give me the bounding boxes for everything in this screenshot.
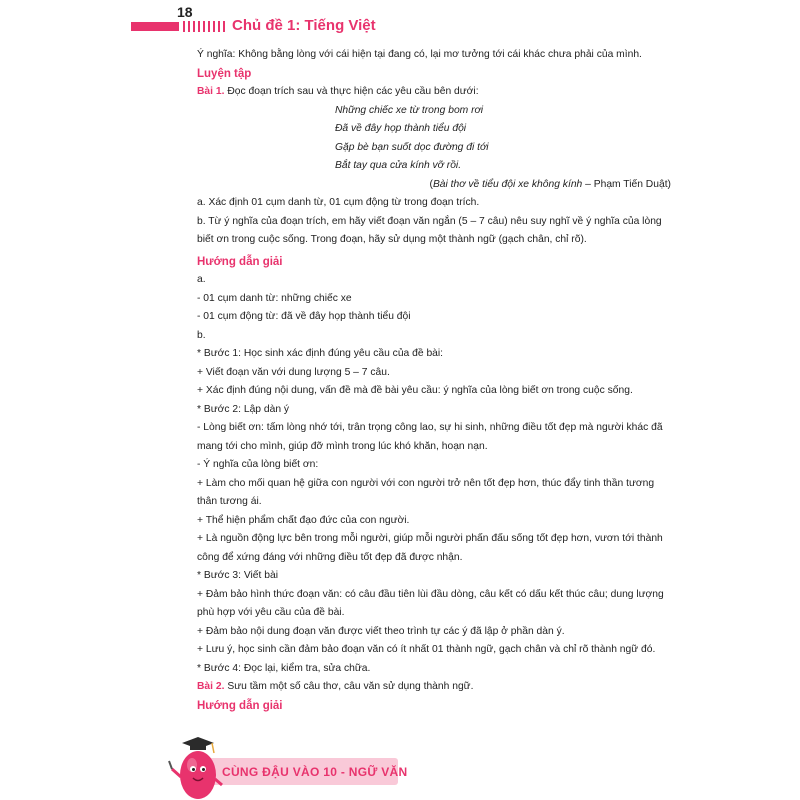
bean-mascot-icon [168, 735, 224, 800]
question-b: b. Từ ý nghĩa của đoạn trích, em hãy viết đoạn văn ngắn (5 – 7 câu) nêu suy nghĩ về ý nghĩa của lòng biết ơn trong cuộc sống. Trong đoạn, hãy sử dụng một thành ngữ (gạch chân, chỉ rõ). [197, 215, 662, 245]
answer-line: - 01 cụm danh từ: những chiếc xe [197, 292, 352, 304]
page-content [197, 46, 671, 715]
exercise-2-label: Bài 2. [197, 681, 225, 692]
exercise-1-label: Bài 1. [197, 86, 225, 97]
guide-heading-2: Hướng dẫn giải [197, 699, 283, 712]
answer-line: + Làm cho mối quan hệ giữa con người với con người trở nên tốt đẹp hơn, thúc đẩy tinh thần tương thân tương ái. [197, 477, 655, 507]
practice-heading: Luyện tập [197, 67, 252, 80]
poem-source-title: Bài thơ về tiểu đội xe không kính [432, 178, 583, 190]
header-accent-bar [131, 22, 179, 31]
exercise-2-text: Sưu tầm một số câu thơ, câu văn sử dụng thành ngữ. [224, 681, 474, 692]
answer-line: + Là nguồn động lực bên trong mỗi người, giúp mỗi người phấn đấu sống tốt đẹp hơn, vươn tới thành công để xứng đáng với những điều tốt đẹp đã được nhận. [197, 533, 663, 563]
answer-line: - Lòng biết ơn: tấm lòng nhớ tới, trân trọng công lao, sự hi sinh, những điều tốt đẹp mà người khác đã mang tới cho mình, giúp đỡ mình trong lúc khó khăn, hoạn nạn. [197, 422, 663, 452]
answer-line: + Lưu ý, học sinh cần đảm bảo đoạn văn có ít nhất 01 thành ngữ, gạch chân và chỉ rõ thành ngữ đó. [197, 644, 656, 655]
answer-line: + Viết đoạn văn với dung lượng 5 – 7 câu. [197, 366, 390, 378]
poem-line: Đã về đây họp thành tiểu đội [335, 123, 467, 134]
intro-meaning: Ý nghĩa: Không bằng lòng với cái hiện tại đang có, lại mơ tưởng tới cái khác chưa phải của mình. [197, 49, 642, 60]
poem-line: Bắt tay qua cửa kính vỡ rồi. [335, 160, 462, 171]
answer-line: b. [197, 329, 206, 341]
answer-line: * Bước 2: Lập dàn ý [197, 403, 290, 415]
poem-source: (Bài thơ về tiểu đội xe không kính – Phạm Tiến Duật) [429, 178, 671, 190]
exercise-2-prompt [197, 678, 671, 697]
answer-line: a. [197, 274, 206, 285]
answer-line: + Thể hiện phẩm chất đạo đức của con người. [197, 514, 410, 526]
page-number: 18 [177, 4, 193, 20]
question-a: a. Xác định 01 cụm danh từ, 01 cụm động từ trong đoạn trích. [197, 197, 480, 208]
poem-line: Những chiếc xe từ trong bom rơi [335, 104, 484, 116]
answer-line: * Bước 1: Học sinh xác định đúng yêu cầu của đề bài: [197, 348, 444, 359]
page-header [0, 0, 800, 46]
header-tick-marks [183, 21, 225, 32]
answer-line: * Bước 3: Viết bài [197, 570, 278, 581]
guide-heading: Hướng dẫn giải [197, 255, 283, 268]
poem-line: Gặp bè bạn suốt dọc đường đi tới [335, 141, 489, 153]
chapter-title: Chủ đề 1: Tiếng Việt [232, 17, 376, 34]
answer-line: - 01 cụm động từ: đã về đây họp thành tiểu đội [197, 311, 411, 322]
poem-source-author: – Phạm Tiến Duật) [582, 178, 671, 190]
answer-line: + Xác định đúng nội dung, vấn đề mà đề bài yêu cầu: ý nghĩa của lòng biết ơn trong cuộc sống. [197, 385, 633, 396]
answer-line: - Ý nghĩa của lòng biết ơn: [197, 459, 319, 470]
answer-line: + Đảm bảo nội dung đoạn văn được viết theo trình tự các ý đã lập ở phần dàn ý. [197, 625, 565, 637]
page-footer [0, 735, 800, 800]
answer-line: * Bước 4: Đọc lại, kiểm tra, sửa chữa. [197, 662, 371, 674]
answer-line: + Đảm bảo hình thức đoạn văn: có câu đầu tiên lùi đầu dòng, câu kết có dấu kết thúc câu; dung lượng phù hợp với yêu cầu của đề bài. [197, 588, 664, 618]
footer-banner-text: CÙNG ĐẬU VÀO 10 - NGỮ VĂN [222, 765, 408, 779]
exercise-1-prompt [197, 83, 671, 102]
exercise-1-text: Đọc đoạn trích sau và thực hiện các yêu cầu bên dưới: [224, 86, 479, 97]
